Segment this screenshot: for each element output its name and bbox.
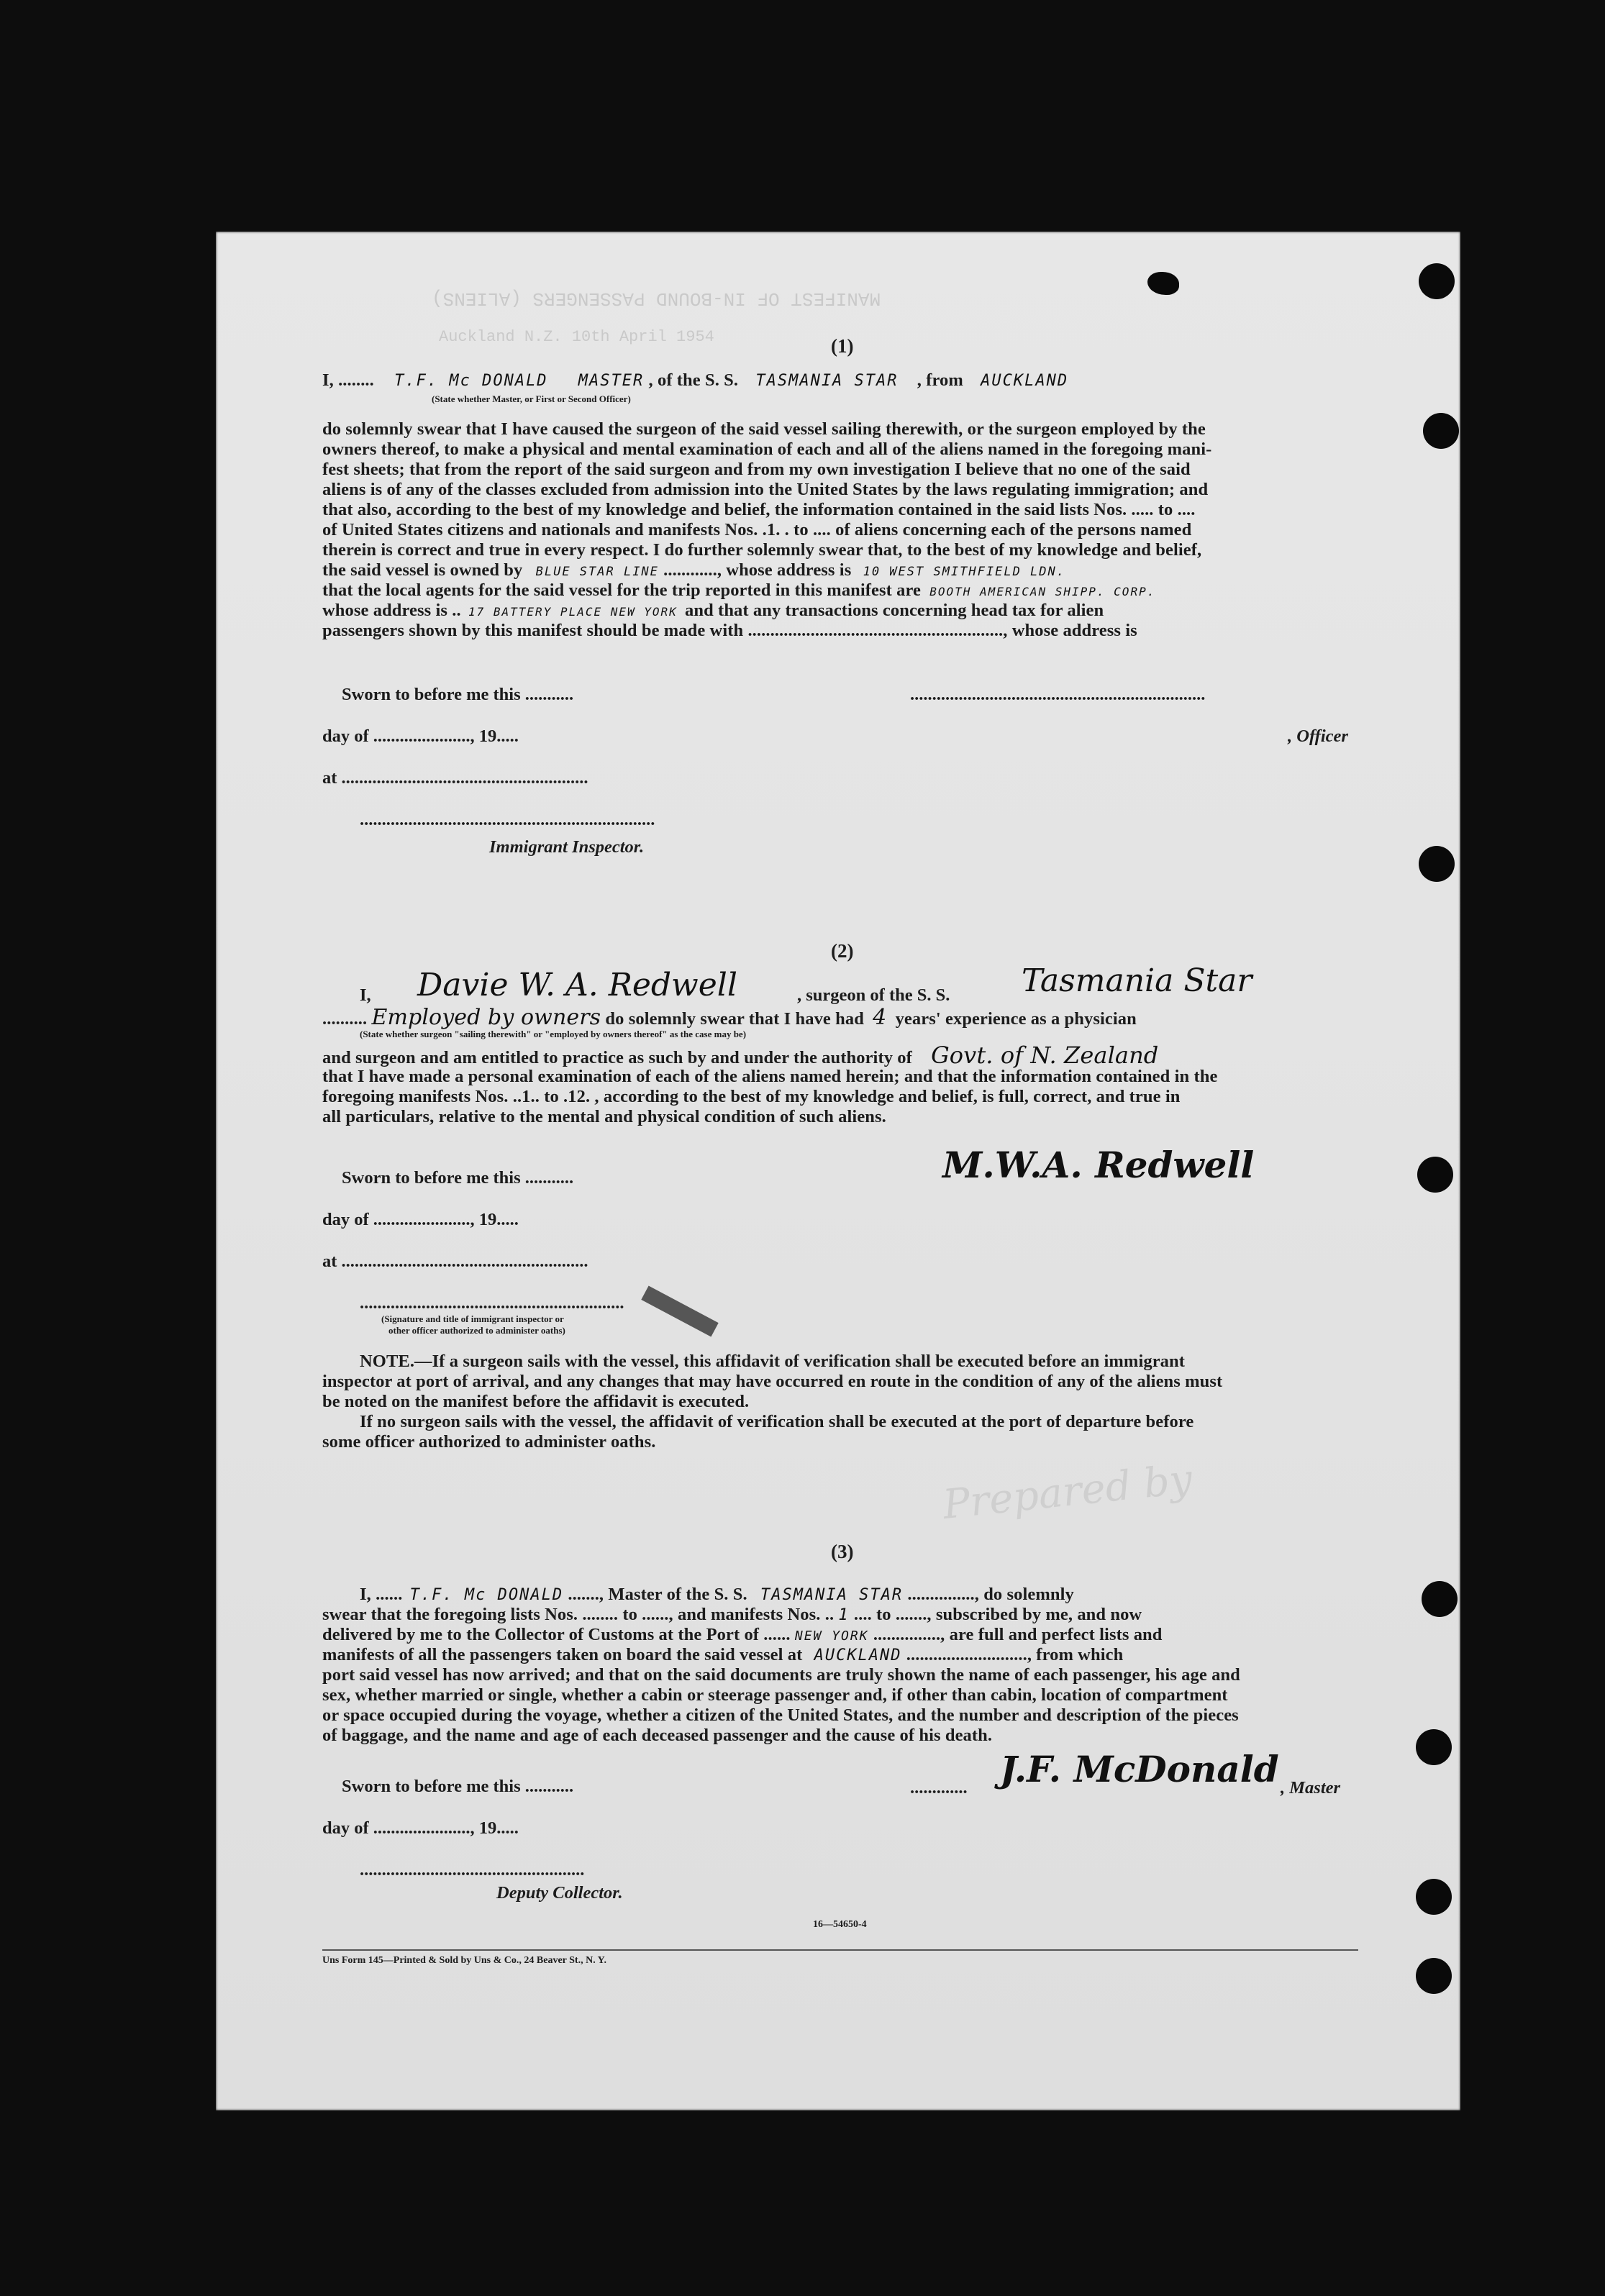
section-2-number: (2) [831, 940, 854, 962]
s3-port-label: delivered by me to the Collector of Customs at the Port of ...... [322, 1625, 791, 1644]
from-port-field: AUCKLAND [981, 372, 1069, 390]
s2-body-1: foregoing manifests Nos. ..1.. to .12. , according to the best of my knowledge and belief, is full, correct, and true in [322, 1087, 1181, 1106]
section-1-number: (1) [831, 335, 854, 357]
years-field: 4 [873, 1005, 887, 1030]
s2-years-line: .......... Employed by owners do solemnly swear that I have had 4 years' experience as a physician [322, 1005, 1137, 1030]
s3-day: day of ......................, 19..... [322, 1818, 519, 1838]
form-code: 16—54650-4 [813, 1919, 867, 1930]
authority-label: and surgeon and am entitled to practice as such by and under the authority of [322, 1048, 912, 1067]
s3-prefix: I, ...... [360, 1585, 403, 1604]
s3-master-dots: ............. [910, 1778, 968, 1798]
s2-at: at ........................................................ [322, 1252, 588, 1271]
s2-authority-line [322, 1044, 1365, 1069]
s3-subscribed: .... to ......., subscribed by me, and now [853, 1605, 1142, 1624]
s3-collector-label: Deputy Collector. [496, 1883, 623, 1903]
s3-from-field: AUCKLAND [814, 1646, 902, 1664]
s1-ship-label: , of the S. S. [648, 370, 739, 390]
owner-field: BLUE STAR LINE [535, 565, 659, 579]
s2-note-3: If no surgeon sails with the vessel, the affidavit of verification shall be executed at the port of departure before [360, 1412, 1194, 1431]
s3-sworn: Sworn to before me this ........... [342, 1777, 574, 1796]
s2-years-label: do solemnly swear that I have had [605, 1009, 864, 1029]
s1-body-3: aliens is of any of the classes excluded from admission into the United States by the laws regulating immigration; and [322, 480, 1209, 499]
punch-hole [1417, 1157, 1453, 1193]
s2-body-0: that I have made a personal examination of each of the aliens named herein; and that the information contained in the [322, 1067, 1218, 1086]
s3-ship-label: ......., Master of the S. S. [568, 1585, 747, 1604]
s3-port-tail: ..............., are full and perfect lists and [873, 1625, 1163, 1644]
employed-field: Employed by owners [371, 1005, 601, 1030]
s1-prefix: I, ........ [322, 370, 374, 390]
s3-from-tail: ..........................., from which [906, 1645, 1124, 1664]
s2-body-2: all particulars, relative to the mental and physical condition of such aliens. [322, 1107, 886, 1126]
s3-body-1: sex, whether married or single, whether a cabin or steerage passenger and, if other than cabin, location of compartment [322, 1685, 1228, 1705]
s1-body-4: that also, according to the best of my knowledge and belief, the information contained in the said lists Nos. ..... to .... [322, 500, 1196, 519]
agents-address-tail: and that any transactions concerning head tax for alien [685, 601, 1104, 620]
s2-prefix: I, [360, 985, 371, 1005]
agents-address-field: 17 BATTERY PLACE NEW YORK [468, 605, 678, 619]
s3-port-field: NEW YORK [794, 1628, 869, 1644]
punch-hole [1419, 846, 1455, 882]
ink-blot [1147, 272, 1179, 295]
s2-sworn: Sworn to before me this ........... [342, 1168, 574, 1188]
agents-field: BOOTH AMERICAN SHIPP. CORP. [929, 585, 1156, 598]
s1-officer-label: , Officer [1288, 726, 1348, 746]
punch-hole [1422, 1581, 1458, 1617]
printer-imprint: Uns Form 145—Printed & Sold by Uns & Co., 24 Beaver St., N. Y. [322, 1955, 606, 1966]
s2-ship-field: Tasmania Star [1022, 962, 1252, 999]
owner-label: the said vessel is owned by [322, 560, 523, 580]
s3-solemnly: ..............., do solemnly [907, 1585, 1074, 1604]
s2-note-2: be noted on the manifest before the affidavit is executed. [322, 1392, 750, 1411]
s1-body-5: of United States citizens and nationals and manifests Nos. .1. . to .... of aliens concerning each of the persons named [322, 520, 1192, 539]
s3-ship-field: TASMANIA STAR [760, 1586, 904, 1604]
ship-name-field: TASMANIA STAR [755, 372, 899, 390]
master-signature: J.F. McDonald [1000, 1748, 1279, 1790]
section-3-number: (3) [831, 1541, 854, 1562]
punch-hole [1416, 1879, 1452, 1915]
s1-at: at ........................................................ [322, 768, 588, 788]
bleed-through-handwriting: Prepared by [940, 1455, 1195, 1529]
s1-body-1: owners thereof, to make a physical and mental examination of each and all of the aliens named in the foregoing mani- [322, 439, 1212, 459]
s1-body-2: fest sheets; that from the report of the said surgeon and from my own investigation I believe that no one of the said [322, 460, 1191, 479]
punch-hole [1416, 1729, 1452, 1765]
manifest-sheet [216, 232, 1460, 2110]
s1-day: day of ......................, 19..... [322, 726, 519, 746]
s1-body-0: do solemnly swear that I have caused the surgeon of the said vessel sailing therewith, or the surgeon employed by the [322, 419, 1206, 439]
s1-from-label: , from [917, 370, 963, 390]
punch-hole [1423, 413, 1459, 449]
s2-sig-note-2: other officer authorized to administer oaths) [388, 1325, 565, 1336]
s1-inspector-label: Immigrant Inspector. [489, 837, 645, 857]
s3-manifest-no-field: 1 [838, 1606, 850, 1624]
master-name-field: T.F. Mc DONALD [394, 372, 548, 390]
s3-lists-label: swear that the foregoing lists Nos. ........ to ......, and manifests Nos. .. [322, 1605, 835, 1624]
s2-inspector-dots: ............................................................ [360, 1293, 624, 1313]
s2-ship-label: , surgeon of the S. S. [797, 985, 950, 1005]
s3-from-label: manifests of all the passengers taken on board the said vessel at [322, 1645, 803, 1664]
bleed-through-date: Auckland N.Z. 10th April 1954 [439, 328, 714, 346]
s2-note-4: some officer authorized to administer oaths. [322, 1432, 656, 1452]
s2-employment-note: (State whether surgeon "sailing therewith" or "employed by owners thereof" as the case may be) [360, 1029, 747, 1039]
s1-headtax-line: passengers shown by this manifest should be made with ........................................................., whose address is [322, 621, 1137, 640]
authority-field: Govt. of N. Zealand [931, 1042, 1159, 1069]
s3-body-3: of baggage, and the name and age of each deceased passenger and the cause of his death. [322, 1726, 993, 1745]
s2-note-1: inspector at port of arrival, and any changes that may have occurred en route in the condition of any of the aliens must [322, 1372, 1223, 1391]
s2-sig-note-1: (Signature and title of immigrant inspector or [381, 1313, 564, 1324]
s2-physician-label: years' experience as a physician [895, 1009, 1137, 1029]
stamp-mark [641, 1285, 718, 1336]
s3-master-field: T.F. Mc DONALD [409, 1586, 564, 1604]
surgeon-name-field: Davie W. A. Redwell [417, 967, 737, 1003]
owner-address-field: 10 WEST SMITHFIELD LDN. [863, 565, 1065, 579]
s1-officer-dots: ................................................................... [910, 685, 1206, 704]
surgeon-signature: M.W.A. Redwell [942, 1144, 1255, 1186]
s1-inspector-dots: ................................................................... [360, 810, 655, 829]
s1-body-6: therein is correct and true in every respect. I do further solemnly swear that, to the best of my knowledge and belief, [322, 540, 1202, 560]
punch-hole [1419, 263, 1455, 299]
s3-collector-dots: ................................................... [360, 1860, 585, 1880]
s3-from-line [322, 1644, 1365, 1667]
s3-lists-line [322, 1604, 1365, 1626]
s1-master-line [322, 370, 1365, 392]
s3-master-label: , Master [1281, 1778, 1341, 1798]
s2-day: day of ......................, 19..... [322, 1210, 519, 1229]
agents-address-label: whose address is .. [322, 601, 461, 620]
s3-master-line [360, 1584, 1367, 1606]
s1-sworn: Sworn to before me this ........... [342, 685, 574, 704]
owner-address-label: ............, whose address is [663, 560, 852, 580]
s1-rank-note: (State whether Master, or First or Second Officer) [432, 393, 631, 404]
s2-note-0: NOTE.—If a surgeon sails with the vessel, this affidavit of verification shall be executed before an immigrant [360, 1352, 1186, 1371]
footer-rule [322, 1949, 1358, 1951]
s3-body-0: port said vessel has now arrived; and that on the said documents are truly shown the name of each passenger, his age and [322, 1665, 1240, 1685]
punch-hole [1416, 1958, 1452, 1994]
s3-body-2: or space occupied during the voyage, whether a citizen of the United States, and the number and description of the pieces [322, 1705, 1239, 1725]
agents-label: that the local agents for the said vessel for the trip reported in this manifest are [322, 580, 922, 600]
master-rank-field: MASTER [578, 372, 645, 390]
bleed-through-title: MANIFEST OF IN-BOUND PASSENGERS (ALIENS) [432, 288, 881, 309]
